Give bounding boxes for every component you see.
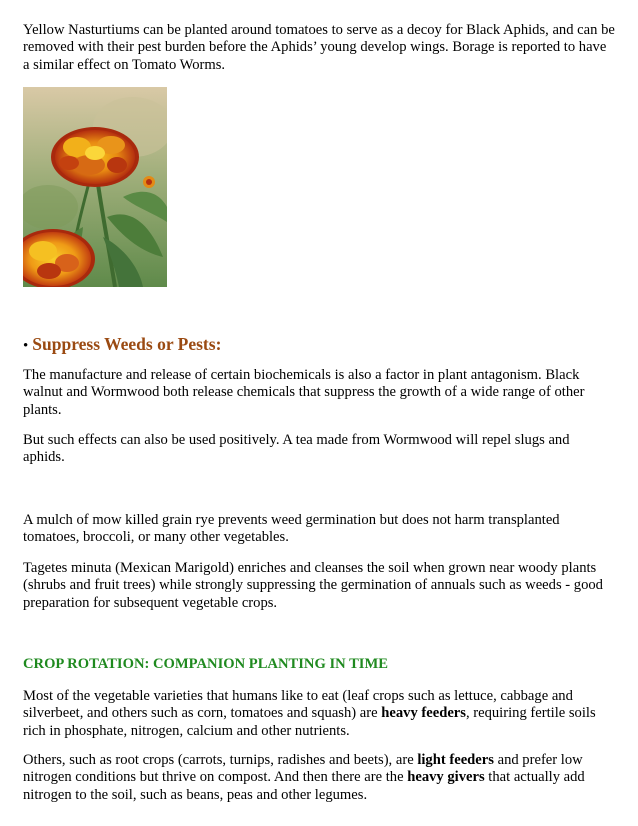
crop-rotation-paragraph-1 (23, 688, 613, 740)
suppress-paragraph-1: The manufacture and release of certain biochemicals is also a factor in plant antagonism. Black walnut and Wormwood both release chemicals that suppress the growth of a wide range of other plants. (23, 367, 585, 418)
suppress-paragraph-2: But such effects can also be used positively. A tea made from Wormwood will repel slugs and aphids. (23, 432, 570, 466)
bullet-icon: • (23, 338, 29, 354)
suppress-paragraph-3: A mulch of mow killed grain rye prevents weed germination but does not harm transplanted tomatoes, broccoli, or many other vegetables. (23, 512, 560, 546)
suppress-paragraph-4: Tagetes minuta (Mexican Marigold) enriches and cleanses the soil when grown near woody plants (shrubs and fruit trees) while strongly suppressing the germination of annuals such as weeds - good preparation for subsequent vegetable crops. (23, 560, 603, 611)
heavy-givers-term: heavy givers (407, 769, 485, 786)
light-feeders-term: light feeders (417, 752, 494, 768)
marigold-photo (23, 87, 167, 287)
crop-para1-text-b: , requiring fertile soils rich in phosphate, nitrogen, calcium and other nutrients. (23, 705, 596, 739)
crop-rotation-heading: CROP ROTATION: COMPANION PLANTING IN TIME (23, 656, 388, 672)
suppress-heading-text: Suppress Weeds or Pests: (32, 334, 222, 354)
suppress-section-heading (23, 334, 221, 355)
crop-para2-text-b: and prefer low nitrogen conditions but thrive on compost. And then there are the (23, 752, 583, 786)
crop-rotation-paragraph-2 (23, 752, 613, 804)
crop-para1-text-a: Most of the vegetable varieties that humans like to eat (leaf crops such as lettuce, cabbage and silverbeet, and others such as corn, tomatoes and squash) are (23, 688, 573, 722)
intro-paragraph: Yellow Nasturtiums can be planted around tomatoes to serve as a decoy for Black Aphids, and can be removed with their pest burden before the Aphids’ young develop wings. Borage is reported to have a similar effect on Tomato Worms. (23, 22, 615, 73)
heavy-feeders-term: heavy feeders (381, 705, 466, 722)
crop-para2-text-c: that actually add nitrogen to the soil, such as beans, peas and other legumes. (23, 769, 585, 803)
crop-para2-text-a: Others, such as root crops (carrots, turnips, radishes and beets), are (23, 752, 418, 768)
